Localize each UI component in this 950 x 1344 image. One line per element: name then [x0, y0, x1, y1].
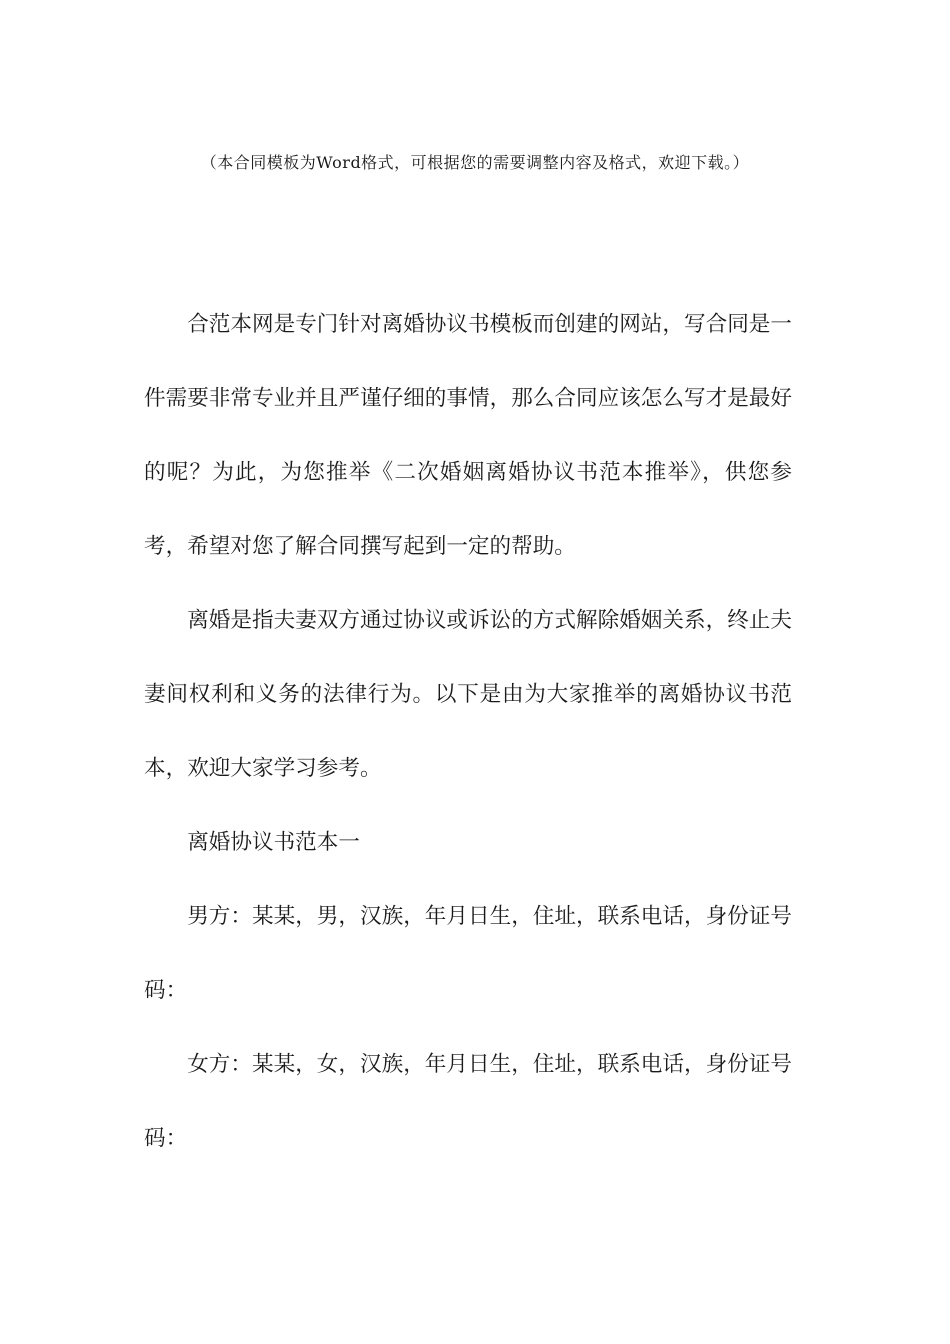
- male-party-paragraph: 男方：某某，男，汉族，年月日生，住址，联系电话，身份证号码：: [144, 904, 792, 1003]
- document-body: [144, 288, 792, 1176]
- template-note: （本合同模板为Word格式，可根据您的需要调整内容及格式，欢迎下载。）: [200, 153, 750, 172]
- divorce-definition-paragraph: 离婚是指夫妻双方通过协议或诉讼的方式解除婚姻关系，终止夫妻间权利和义务的法律行为。以下是由为大家推举的离婚协议书范本，欢迎大家学习参考。: [144, 608, 792, 781]
- intro-paragraph: 合范本网是专门针对离婚协议书模板而创建的网站，写合同是一件需要非常专业并且严谨仔细的事情，那么合同应该怎么写才是最好的呢？为此，为您推举《二次婚姻离婚协议书范本推举》，供您参考，希望对您了解合同撰写起到一定的帮助。: [144, 312, 792, 559]
- female-party-paragraph: 女方：某某，女，汉族，年月日生，住址，联系电话，身份证号码：: [144, 1052, 792, 1151]
- section-heading: 离婚协议书范本一: [187, 830, 360, 855]
